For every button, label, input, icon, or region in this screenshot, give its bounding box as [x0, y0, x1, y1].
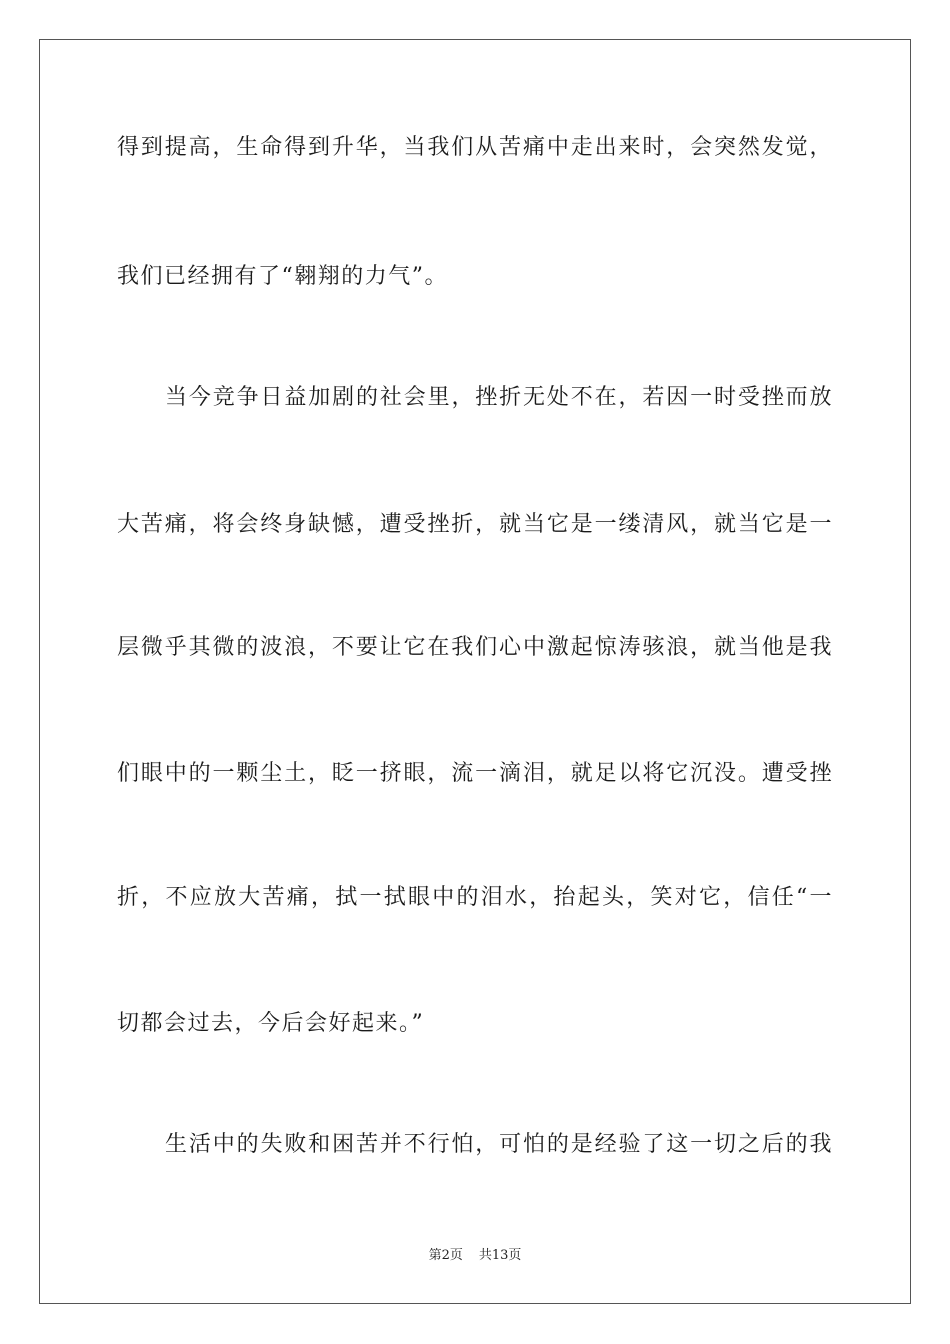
page-border: [39, 39, 911, 1304]
text-line: 切都会过去，今后会好起来。”: [117, 1011, 425, 1036]
text-line: 们眼中的一颗尘土，眨一挤眼，流一滴泪，就足以将它沉没。遭受挫: [117, 761, 833, 786]
text-line: 大苦痛，将会终身缺憾，遭受挫折，就当它是一缕清风，就当它是一: [117, 512, 833, 537]
text-line: 得到提高，生命得到升华，当我们从苦痛中走出来时，会突然发觉，: [117, 135, 833, 160]
text-line: 当今竞争日益加剧的社会里，挫折无处不在，若因一时受挫而放: [165, 385, 833, 410]
text-line: 我们已经拥有了“翱翔的力气”。: [117, 264, 448, 289]
text-line: 层微乎其微的波浪，不要让它在我们心中激起惊涛骇浪，就当他是我: [117, 635, 833, 660]
page-number: 第2页: [428, 1248, 463, 1263]
page-footer: [0, 1247, 950, 1265]
text-line: 折，不应放大苦痛，拭一拭眼中的泪水，抬起头，笑对它，信任“一: [117, 885, 833, 910]
page-total: 共13页: [478, 1248, 522, 1263]
text-line: 生活中的失败和困苦并不行怕，可怕的是经验了这一切之后的我: [165, 1132, 833, 1157]
